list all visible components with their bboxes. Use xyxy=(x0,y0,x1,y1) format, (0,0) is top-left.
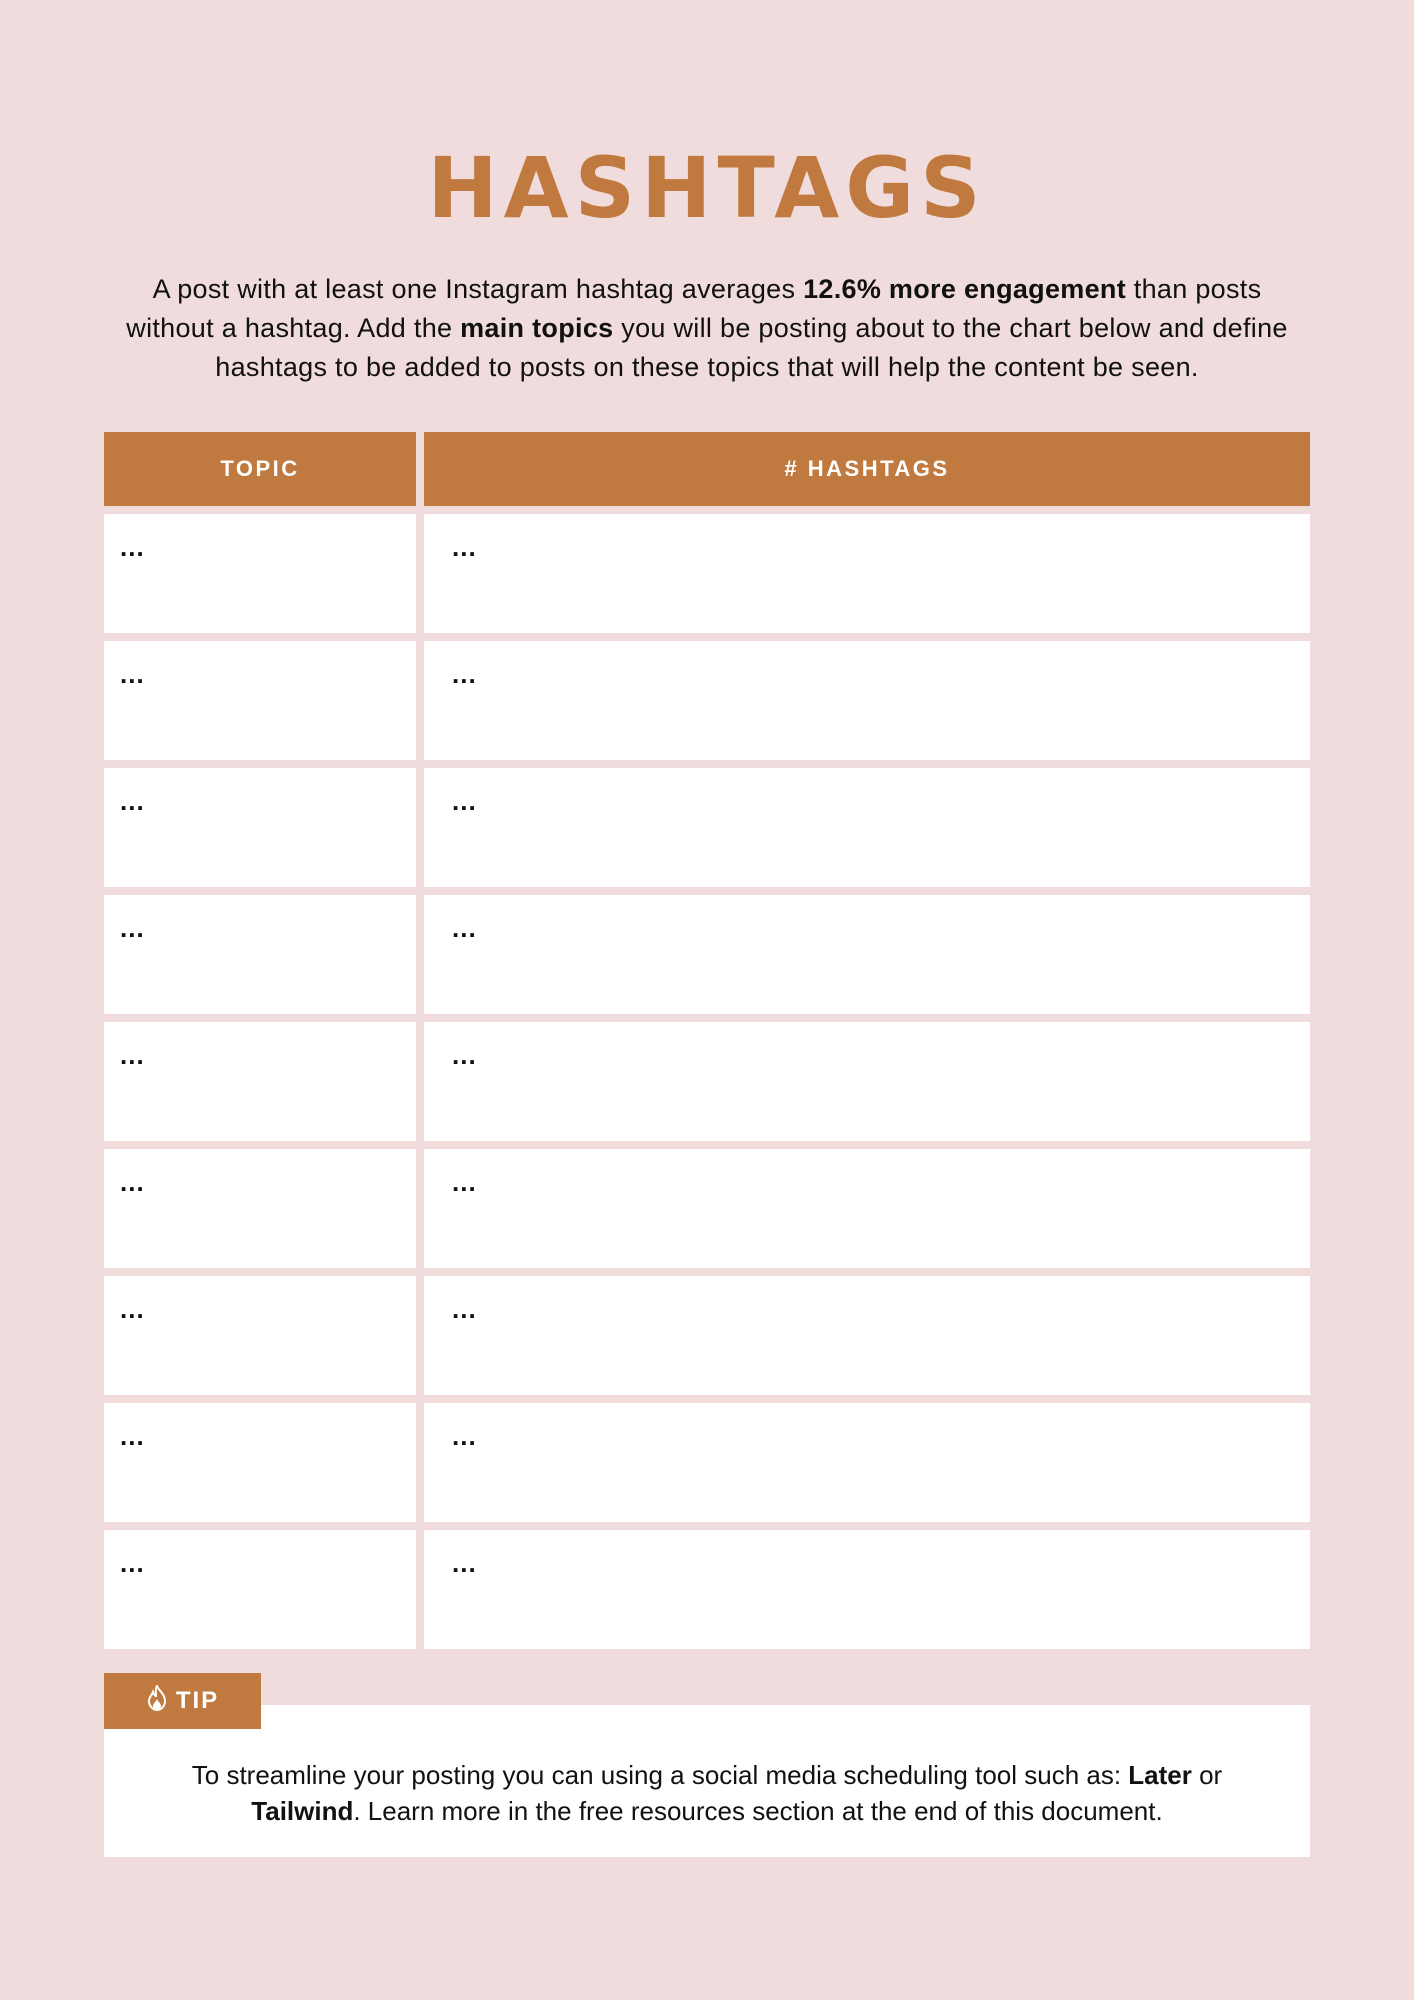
table-row xyxy=(104,1022,1310,1141)
topic-cell[interactable]: ... xyxy=(104,514,416,633)
hashtags-cell[interactable]: ... xyxy=(424,1530,1310,1649)
tip-label: TIP xyxy=(175,1687,220,1714)
hashtags-column-header: # HASHTAGS xyxy=(424,432,1310,506)
table-row xyxy=(104,895,1310,1014)
hashtag-table xyxy=(104,432,1310,1649)
hashtags-cell[interactable]: ... xyxy=(424,895,1310,1014)
tailwind-tool-name: Tailwind xyxy=(251,1796,354,1826)
table-row xyxy=(104,514,1310,633)
table-header xyxy=(104,432,1310,506)
topic-column-header: TOPIC xyxy=(104,432,416,506)
hashtags-cell[interactable]: ... xyxy=(424,641,1310,760)
flame-icon xyxy=(146,1685,168,1718)
page-title: HASHTAGS xyxy=(427,139,987,237)
tip-box xyxy=(104,1705,1310,1857)
table-row xyxy=(104,1530,1310,1649)
topic-cell[interactable]: ... xyxy=(104,641,416,760)
table-row xyxy=(104,1403,1310,1522)
topic-cell[interactable]: ... xyxy=(104,1530,416,1649)
table-body xyxy=(104,514,1310,1649)
intro-paragraph: A post with at least one Instagram hashtag averages 12.6% more engagement than posts without a hashtag. Add the main topics you will be posting about to the chart below and define hashtags to be added to posts on these topics that will help the content be seen. xyxy=(126,274,1288,382)
hashtags-cell[interactable]: ... xyxy=(424,1403,1310,1522)
topic-cell[interactable]: ... xyxy=(104,768,416,887)
tip-tab xyxy=(104,1673,261,1729)
hashtags-cell[interactable]: ... xyxy=(424,1276,1310,1395)
engagement-stat: 12.6% more engagement xyxy=(803,274,1126,304)
topic-cell[interactable]: ... xyxy=(104,1403,416,1522)
topic-cell[interactable]: ... xyxy=(104,1149,416,1268)
main-topics-emphasis: main topics xyxy=(460,313,614,343)
topic-cell[interactable]: ... xyxy=(104,895,416,1014)
later-tool-name: Later xyxy=(1128,1760,1192,1790)
tip-text: To streamline your posting you can using a social media scheduling tool such as: Later or Tailwind. Learn more in the free resources section at the end of this document. xyxy=(191,1760,1223,1826)
table-row xyxy=(104,1149,1310,1268)
topic-cell[interactable]: ... xyxy=(104,1276,416,1395)
topic-cell[interactable]: ... xyxy=(104,1022,416,1141)
hashtags-cell[interactable]: ... xyxy=(424,1022,1310,1141)
table-row xyxy=(104,641,1310,760)
hashtags-cell[interactable]: ... xyxy=(424,768,1310,887)
table-row xyxy=(104,768,1310,887)
hashtags-cell[interactable]: ... xyxy=(424,514,1310,633)
hashtags-cell[interactable]: ... xyxy=(424,1149,1310,1268)
table-row xyxy=(104,1276,1310,1395)
